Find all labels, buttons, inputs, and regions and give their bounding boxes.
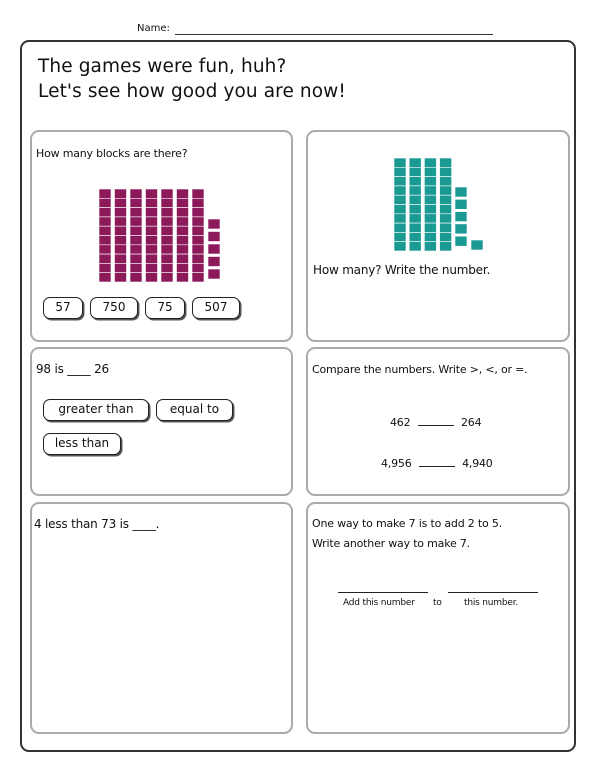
rod-unit [424, 223, 436, 232]
rod-unit [440, 195, 452, 204]
tens-rod [409, 158, 421, 251]
q6-line-1: One way to make 7 is to add 2 to 5. [312, 517, 502, 530]
q4-pair-1-answer-blank[interactable] [418, 425, 454, 426]
q3-option-equal-to[interactable]: equal to [156, 399, 233, 421]
ones-cube [455, 224, 467, 234]
title-line-1: The games were fun, huh? [38, 56, 287, 77]
rod-unit [394, 167, 406, 176]
rod-unit [409, 177, 421, 186]
rod-unit [424, 214, 436, 223]
title-line-2: Let's see how good you are now! [38, 81, 346, 102]
ones-cube [471, 240, 483, 250]
ones-cube [455, 187, 467, 197]
q6-line-2: Write another way to make 7. [312, 537, 470, 550]
q3-option-greater-than[interactable]: greater than [43, 399, 149, 421]
q4-pair-2 [381, 457, 493, 470]
rod-unit [424, 158, 436, 167]
q1-prompt: How many blocks are there? [36, 147, 188, 160]
rod-unit [394, 205, 406, 214]
question-card-5 [30, 502, 293, 734]
rod-unit [409, 195, 421, 204]
q1-option-1[interactable]: 57 [43, 297, 83, 319]
rod-unit [394, 177, 406, 186]
q4-pair-1-right: 264 [461, 416, 482, 429]
ones-cube [455, 236, 467, 246]
name-label: Name: [137, 23, 170, 34]
q4-pair-2-left: 4,956 [381, 457, 412, 470]
rod-unit [409, 158, 421, 167]
q6-label-left: Add this number [343, 598, 415, 608]
rod-unit [440, 232, 452, 241]
rod-unit [424, 177, 436, 186]
ones-cube [455, 199, 467, 209]
tens-rod [424, 158, 436, 251]
q6-label-right: this number. [464, 598, 519, 608]
rod-unit [440, 242, 452, 251]
rod-unit [440, 177, 452, 186]
rod-unit [394, 242, 406, 251]
rod-unit [424, 205, 436, 214]
q3-option-less-than[interactable]: less than [43, 433, 121, 455]
rod-unit [409, 167, 421, 176]
ones-cubes [455, 187, 483, 250]
ones-cube [455, 212, 467, 222]
q4-pair-1-left: 462 [390, 416, 411, 429]
rod-unit [440, 158, 452, 167]
rod-unit [424, 167, 436, 176]
q1-option-3[interactable]: 75 [145, 297, 185, 319]
rod-unit [409, 214, 421, 223]
q4-prompt: Compare the numbers. Write >, <, or =. [312, 363, 528, 376]
tens-rod [440, 158, 452, 251]
rod-unit [409, 223, 421, 232]
rod-unit [409, 205, 421, 214]
rod-unit [394, 214, 406, 223]
rod-unit [424, 242, 436, 251]
rod-unit [424, 195, 436, 204]
rod-unit [394, 186, 406, 195]
q5-prompt: 4 less than 73 is ____. [34, 517, 160, 531]
rod-unit [440, 186, 452, 195]
rod-unit [409, 186, 421, 195]
rod-unit [440, 167, 452, 176]
rod-unit [394, 223, 406, 232]
rod-unit [394, 195, 406, 204]
tens-rod [394, 158, 406, 251]
q6-answer-line-1[interactable] [338, 592, 428, 593]
rod-unit [424, 186, 436, 195]
q2-prompt: How many? Write the number. [313, 263, 491, 277]
rod-unit [409, 242, 421, 251]
q3-prompt: 98 is ____ 26 [36, 362, 109, 376]
q4-pair-2-answer-blank[interactable] [419, 466, 455, 467]
rod-unit [440, 214, 452, 223]
rod-unit [440, 223, 452, 232]
q6-label-mid: to [433, 598, 442, 608]
q1-option-4[interactable]: 507 [192, 297, 240, 319]
rod-unit [409, 232, 421, 241]
rod-unit [440, 205, 452, 214]
rod-unit [424, 232, 436, 241]
q4-pair-1 [390, 416, 481, 429]
q6-answer-line-2[interactable] [448, 592, 538, 593]
rod-unit [394, 158, 406, 167]
q1-option-2[interactable]: 750 [90, 297, 138, 319]
q4-pair-2-right: 4,940 [462, 457, 493, 470]
rod-unit [394, 232, 406, 241]
